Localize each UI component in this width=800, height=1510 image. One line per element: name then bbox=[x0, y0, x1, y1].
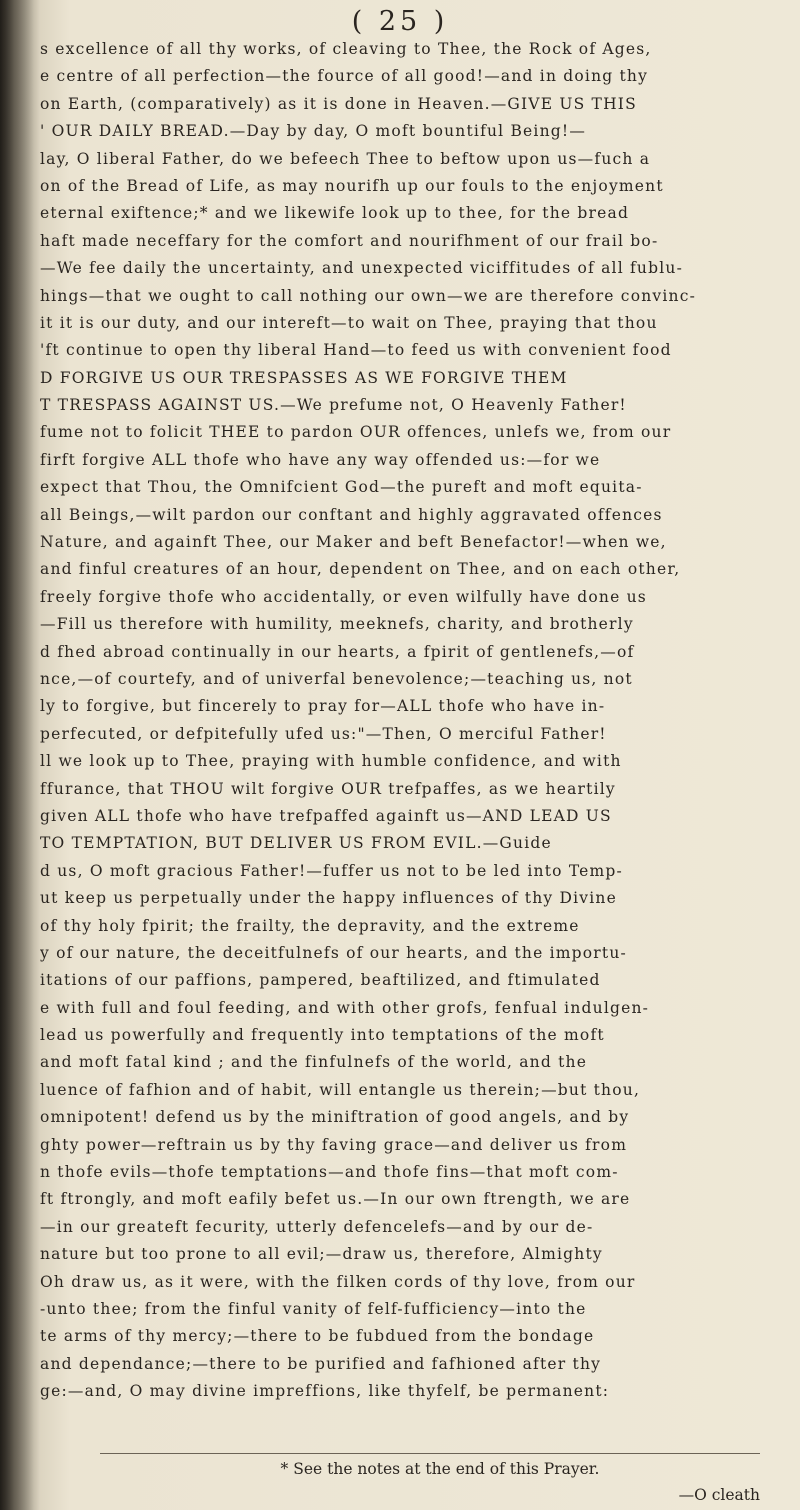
text-line: luence of fafhion and of habit, will entangle us therein;—but thou, bbox=[40, 1080, 641, 1099]
text-line: haft made neceffary for the comfort and nourifhment of our frail bo- bbox=[40, 231, 659, 250]
prayer-text bbox=[40, 36, 792, 1406]
text-line: nce,—of courtefy, and of univerfal benevolence;—teaching us, not bbox=[40, 669, 633, 688]
text-line: ' OUR DAILY BREAD.—Day by day, O moft bountiful Being!— bbox=[40, 122, 587, 141]
text-line: 'ft continue to open thy liberal Hand—to feed us with convenient food bbox=[40, 341, 672, 360]
text-line: -unto thee; from the finful vanity of felf-fufficiency—into the bbox=[40, 1299, 587, 1318]
text-line: ghty power—reftrain us by thy faving grace—and deliver us from bbox=[40, 1135, 628, 1154]
text-line: eternal exiftence;* and we likewife look up to thee, for the bread bbox=[40, 204, 630, 223]
text-line: on of the Bread of Life, as may nourifh up our fouls to the enjoyment bbox=[40, 176, 664, 195]
footnote-rule bbox=[100, 1453, 760, 1454]
text-line: n thofe evils—thofe temptations—and thofe fins—that moft com- bbox=[40, 1163, 619, 1182]
text-line: hings—that we ought to call nothing our own—we are therefore convinc- bbox=[40, 286, 697, 305]
text-line: ut keep us perpetually under the happy influences of thy Divine bbox=[40, 889, 617, 908]
text-line: perfecuted, or defpitefully ufed us:"—Then, O merciful Father! bbox=[40, 724, 607, 743]
text-line: and moft fatal kind ; and the finfulnefs of the world, and the bbox=[40, 1053, 588, 1072]
text-line: itations of our paffions, pampered, beaftilized, and ftimulated bbox=[40, 971, 601, 990]
text-line: freely forgive thofe who accidentally, or even wilfully have done us bbox=[40, 587, 647, 606]
text-line: ll we look up to Thee, praying with humble confidence, and with bbox=[40, 752, 622, 771]
text-line: y of our nature, the deceitfulnefs of our hearts, and the importu- bbox=[40, 943, 627, 962]
text-line: and finful creatures of an hour, dependent on Thee, and on each other, bbox=[40, 560, 681, 579]
footnote: * See the notes at the end of this Prayer. bbox=[280, 1460, 600, 1478]
text-line: fume not to folicit THEE to pardon OUR offences, unlefs we, from our bbox=[40, 423, 672, 442]
text-line: nature but too prone to all evil;—draw us, therefore, Almighty bbox=[40, 1245, 603, 1264]
text-line: lead us powerfully and frequently into temptations of the moft bbox=[40, 1026, 605, 1045]
text-line: omnipotent! defend us by the miniftration of good angels, and by bbox=[40, 1108, 630, 1127]
text-line: ffurance, that THOU wilt forgive OUR trefpaffes, as we heartily bbox=[40, 779, 616, 798]
text-line: TO TEMPTATION, BUT DELIVER US FROM EVIL.—Guide bbox=[40, 834, 552, 853]
text-line: e with full and foul feeding, and with other grofs, fenfual indulgen- bbox=[40, 998, 650, 1017]
text-line: e centre of all perfection—the fource of all good!—and in doing thy bbox=[40, 67, 649, 86]
binding-gutter-shadow bbox=[0, 0, 40, 1510]
text-line: s excellence of all thy works, of cleaving to Thee, the Rock of Ages, bbox=[40, 40, 652, 58]
text-line: T TRESPASS AGAINST US.—We prefume not, O Heavenly Father! bbox=[40, 396, 627, 415]
text-line: all Beings,—wilt pardon our conftant and highly aggravated offences bbox=[40, 505, 663, 524]
text-line: firft forgive ALL thofe who have any way offended us:—for we bbox=[40, 450, 601, 469]
page-number: ( 25 ) bbox=[351, 6, 449, 37]
text-line: Oh draw us, as it were, with the filken cords of thy love, from our bbox=[40, 1272, 636, 1291]
text-line: d us, O moft gracious Father!—fuffer us not to be led into Temp- bbox=[40, 861, 623, 880]
text-line: ft ftrongly, and moft eafily befet us.—In our own ftrength, we are bbox=[40, 1190, 631, 1209]
text-line: —in our greateft fecurity, utterly defencelefs—and by our de- bbox=[40, 1217, 594, 1236]
text-line: of thy holy fpirit; the frailty, the depravity, and the extreme bbox=[40, 916, 580, 935]
text-line: and dependance;—there to be purified and fafhioned after thy bbox=[40, 1354, 602, 1373]
text-line: Nature, and againft Thee, our Maker and beft Benefactor!—when we, bbox=[40, 533, 667, 552]
text-line: expect that Thou, the Omnifcient God—the pureft and moft equita- bbox=[40, 478, 643, 497]
text-line: on Earth, (comparatively) as it is done in Heaven.—GIVE US THIS bbox=[40, 94, 637, 113]
text-line: —We fee daily the uncertainty, and unexpected viciffitudes of all fublu- bbox=[40, 259, 684, 278]
text-line: ly to forgive, but fincerely to pray for—ALL thofe who have in- bbox=[40, 697, 606, 716]
text-line: d fhed abroad continually in our hearts, a fpirit of gentlenefs,—of bbox=[40, 642, 635, 661]
text-line: it it is our duty, and our intereft—to wait on Thee, praying that thou bbox=[40, 313, 658, 332]
text-line: ge:—and, O may divine impreffions, like thyfelf, be permanent: bbox=[40, 1382, 610, 1401]
catchword: —O cleath bbox=[678, 1486, 760, 1504]
text-line: te arms of thy mercy;—there to be fubdued from the bondage bbox=[40, 1327, 595, 1346]
text-line: given ALL thofe who have trefpaffed againft us—AND LEAD US bbox=[40, 806, 612, 825]
text-line: —Fill us therefore with humility, meeknefs, charity, and brotherly bbox=[40, 615, 634, 634]
text-line: lay, O liberal Father, do we befeech Thee to beftow upon us—fuch a bbox=[40, 149, 651, 168]
text-line: D FORGIVE US OUR TRESPASSES AS WE FORGIVE THEM bbox=[40, 368, 568, 387]
